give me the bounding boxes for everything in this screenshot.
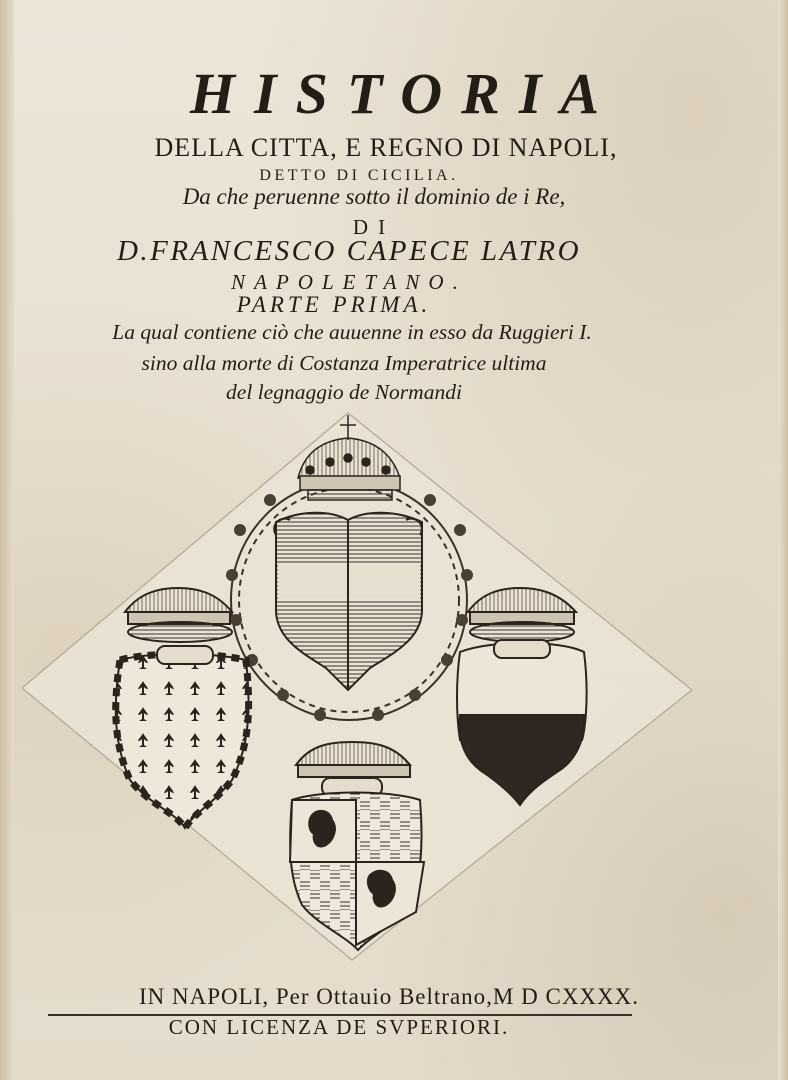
description-line-1: La qual contiene ciò che auuenne in esso da Ruggieri I. (112, 320, 592, 344)
subtitle-dominion: Da che peruenne sotto il dominio de i Re, (182, 184, 566, 209)
author-name: D.FRANCESCO CAPECE LATRO (116, 235, 582, 267)
author-origin: NAPOLETANO. (231, 270, 467, 294)
by-line: DI (352, 215, 396, 239)
subtitle-city-kingdom: DELLA CITTA, E REGNO DI NAPOLI, (154, 133, 618, 162)
part-label: PARTE PRIMA. (236, 292, 432, 317)
description-line-2: sino alla morte di Costanza Imperatrice ultima (141, 351, 547, 375)
imprint-license: CON LICENZA DE SVPERIORI. (168, 1015, 510, 1039)
book-title: HISTORIA (189, 61, 619, 126)
imprint-printer: IN NAPOLI, Per Ottauio Beltrano,M D CXXXX. (138, 984, 640, 1009)
subtitle-sicily: DETTO DI CICILIA. (259, 167, 459, 184)
description-line-3: del legnaggio de Normandi (226, 380, 462, 404)
